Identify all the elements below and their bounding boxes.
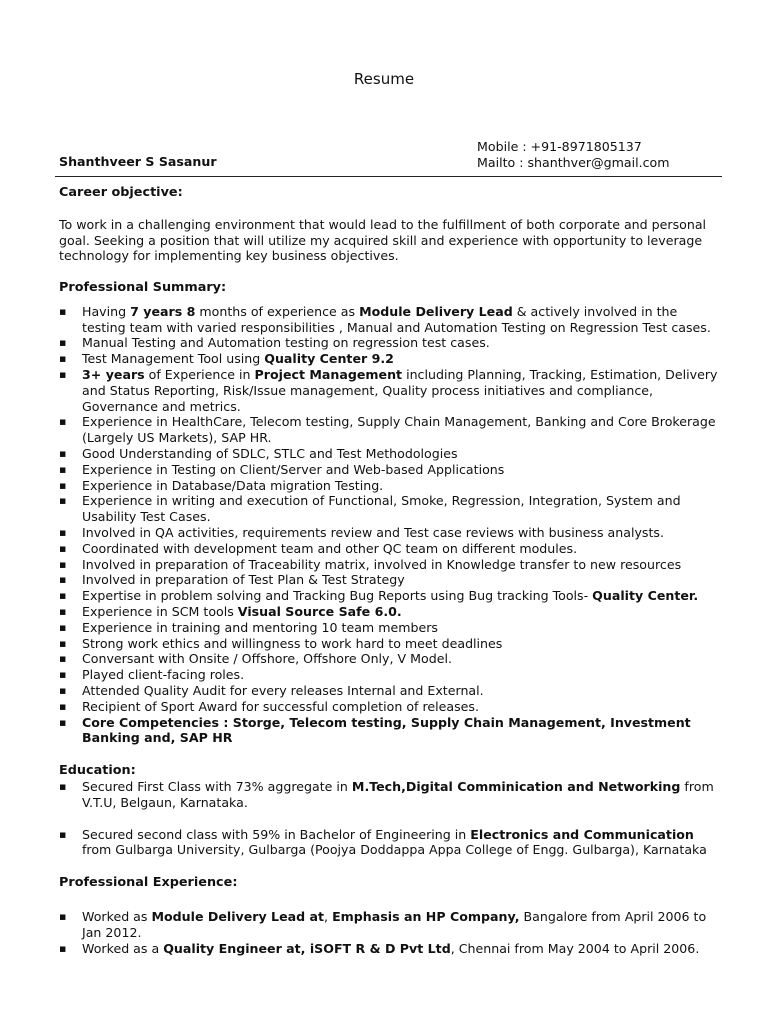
list-item-text: Experience in writing and execution of Functional, Smoke, Regression, Integration, System and Usability Test Cases. (82, 493, 681, 525)
list-item-text: Involved in preparation of Test Plan & Test Strategy (82, 572, 405, 588)
list-item-text: Visual Source Safe 6.0. (237, 603, 402, 619)
list-item (59, 446, 719, 462)
list-item-text: Experience in SCM tools (82, 603, 238, 619)
list-item-text: 3+ years (82, 366, 145, 382)
list-item-text: , (324, 909, 333, 925)
list-item-text: Module Delivery Lead at (151, 909, 325, 925)
list-item-text: Conversant with Onsite / Offshore, Offshore Only, V Model. (82, 651, 452, 667)
list-item-text: Involved in preparation of Traceability matrix, involved in Knowledge transfer to new resources (82, 556, 682, 572)
education-list (59, 779, 719, 858)
list-item (59, 620, 719, 636)
list-item-text: 7 years 8 (130, 303, 196, 319)
professional-summary-heading: Professional Summary: (59, 279, 227, 295)
list-item (59, 699, 719, 715)
list-item-text: Experience in training and mentoring 10 team members (82, 619, 438, 635)
list-item-text: Quality Engineer at, iSOFT R & D Pvt Ltd (163, 940, 451, 956)
career-objective-text: To work in a challenging environment that would lead to the fulfillment of both corporate and personal goal. Seeking a position that will utilize my acquired skill and experience with opportunity to leverage technology for implementing key business objectives. (59, 217, 707, 264)
list-item-text: M.Tech,Digital Comminication and Networking (351, 779, 681, 795)
professional-summary-list (59, 304, 719, 746)
list-item-text: months of experience as (195, 303, 360, 319)
list-item-text: Project Management (254, 366, 403, 382)
resume-body (59, 185, 719, 957)
list-item-text: Secured second class with 59% in Bachelor of Engineering in (82, 826, 471, 842)
list-item-text: from V.T.U, Belgaun, Karnataka. (82, 779, 714, 810)
list-item-text: Quality Center 9.2 (264, 351, 394, 367)
list-item-text: Worked as a (82, 940, 164, 956)
list-item (59, 651, 719, 667)
list-item-text: Played client-facing roles. (82, 667, 245, 683)
list-item-text: Having (82, 303, 131, 319)
list-item-text: Module Delivery Lead (359, 303, 513, 319)
list-item-text: Recipient of Sport Award for successful completion of releases. (82, 698, 479, 714)
list-item-text: & actively involved in the testing team with varied responsibilities , Manual and Automation Testing on Regression Test cases. (82, 303, 711, 335)
list-item-text: Quality Center. (592, 588, 699, 604)
list-item-text: Manual Testing and Automation testing on regression test cases. (82, 335, 490, 351)
list-item-text: Emphasis an HP Company, (332, 909, 520, 925)
list-item-text: Attended Quality Audit for every releases Internal and External. (82, 682, 484, 698)
list-item (59, 478, 719, 494)
candidate-name: Shanthveer S Sasanur (59, 154, 217, 169)
list-item-text: Involved in QA activities, requirements review and Test case reviews with business analysts. (82, 524, 664, 540)
email-address: Mailto : shanthver@gmail.com (477, 155, 670, 170)
list-item (59, 779, 719, 811)
list-item-text: Secured First Class with 73% aggregate in (82, 779, 352, 795)
list-item (59, 557, 719, 573)
education-heading: Education: (59, 763, 136, 779)
professional-experience-heading: Professional Experience: (59, 875, 238, 891)
list-item-text: Expertise in problem solving and Tracking Bug Reports using Bug tracking Tools- (82, 588, 593, 604)
list-item (59, 367, 719, 414)
list-item (59, 667, 719, 683)
list-item-text: Coordinated with development team and other QC team on different modules. (82, 540, 578, 556)
list-item-text: Worked as (82, 909, 152, 925)
list-item (59, 604, 719, 620)
mobile-number: Mobile : +91-8971805137 (477, 139, 642, 154)
list-item (59, 493, 719, 525)
list-item-text: Electronics and Communication (470, 826, 694, 842)
list-item (59, 541, 719, 557)
list-item (59, 335, 719, 351)
list-item (59, 827, 719, 859)
list-item-text: Core Competencies : Storge, Telecom testing, Supply Chain Management, Investment Banking and, SAP HR (82, 714, 691, 746)
list-item-text: Strong work ethics and willingness to work hard to meet deadlines (82, 635, 503, 651)
list-item (59, 683, 719, 699)
list-item (59, 462, 719, 478)
list-item (59, 572, 719, 588)
list-item (59, 941, 719, 957)
list-item-text: from Gulbarga University, Gulbarga (Poojya Doddappa Appa College of Engg. Gulbarga), Karnataka (82, 842, 707, 858)
contact-block (477, 139, 670, 171)
professional-experience-list (59, 909, 719, 956)
list-item-text: Experience in Testing on Client/Server and Web-based Applications (82, 461, 505, 477)
list-item-text: Good Understanding of SDLC, STLC and Test Methodologies (82, 445, 458, 461)
list-item (59, 525, 719, 541)
list-item-text: of Experience in (144, 366, 255, 382)
list-item-text: including Planning, Tracking, Estimation, Delivery and Status Reporting, Risk/Issue management, Quality process initiatives and compliance, Governance and metrics. (82, 366, 718, 414)
list-item (59, 304, 719, 336)
list-item (59, 909, 719, 941)
document-title: Resume (353, 70, 415, 88)
list-item (59, 636, 719, 652)
list-item (59, 588, 719, 604)
header-divider (55, 176, 722, 177)
list-item-text: Experience in HealthCare, Telecom testing, Supply Chain Management, Banking and Core Brokerage (Largely US Markets), SAP HR. (82, 414, 716, 446)
list-item-text: Test Management Tool using (82, 351, 265, 367)
list-item-text: Bangalore from April 2006 to Jan 2012. (82, 909, 707, 941)
list-item-text: Experience in Database/Data migration Testing. (82, 477, 384, 493)
list-item (59, 715, 719, 747)
list-item (59, 351, 719, 367)
career-objective-heading: Career objective: (59, 185, 183, 200)
list-item (59, 414, 719, 446)
list-item-text: , Chennai from May 2004 to April 2006. (450, 940, 700, 956)
